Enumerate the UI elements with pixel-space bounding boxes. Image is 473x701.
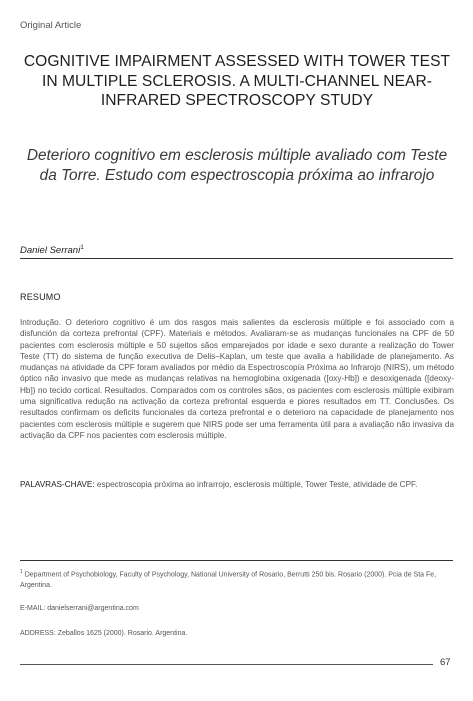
abstract-heading: RESUMO	[20, 292, 61, 302]
author-name: Daniel Serrani	[20, 245, 81, 257]
footnote-text: Department of Psychobiology, Faculty of Psychology, National University of Rosario, Berrutti 250 bis. Rosario (2000). Pcia de Sta Fe, Argentina.	[20, 571, 437, 590]
page-number: 67	[440, 657, 451, 668]
article-title-portuguese: Deterioro cognitivo em esclerosis múltiple avaliado com Teste da Torre. Estudo com espectroscopia próxima ao infrarojo	[26, 147, 448, 184]
affiliation-footnote	[20, 567, 454, 591]
footnote-divider	[20, 560, 453, 561]
contact-email: E-MAIL: danielserrani@argentina.com	[20, 605, 139, 612]
article-title-english: COGNITIVE IMPAIRMENT ASSESSED WITH TOWER TEST IN MULTIPLE SCLEROSIS. A MULTI-CHANNEL NEAR-INFRARED SPECTROSCOPY STUDY	[23, 53, 451, 109]
author-line	[20, 244, 453, 259]
page-bottom-divider	[20, 664, 433, 665]
author-affiliation-mark: 1	[80, 244, 84, 251]
author-block	[20, 244, 84, 256]
footnote-mark: 1	[20, 569, 23, 575]
contact-address: ADDRESS: Zeballos 1625 (2000). Rosario. Argentina.	[20, 630, 188, 637]
keywords-block	[20, 479, 454, 490]
keywords-label: PALAVRAS-CHAVE:	[20, 480, 95, 489]
article-type-label: Original Article	[20, 20, 82, 31]
abstract-text: Introdução. O deterioro cognitivo é um dos rasgos mais salientes da esclerosis múltiple e foi associado com a disfunción da corteza prefrontal (CPF). Materiais e métodos. Avaliaram-se as mudanças funcionales na CPF de 50 pacientes com esclerosis múltiple e 50 sujeitos sãos emparejados por idade e sexo durante a realização do Tower Teste (TT) do sistema de função executiva de Delis–Kaplan, um teste que avalia a habilidade de planejamento. As mudanças na atividade da CPF foram avaliados por médio da Espectroscopía Próxima ao Infrarojo (NIRS), um método óptico não invasivo que mede as mudanças relativas na hemoglobina oxigenada ([oxy-Hb]) e desoxigenada ([deoxy-Hb]) no tecido cortical. Resultados. Comparados com os controles sãos, os pacientes com esclerosis múltiple exibiram uma significativa redução na activação da corteza prefrontal esquerda e piores resultados em TT. Conclusões. Os resultados confirmam os deficits funcionales da corteza prefrontal e o deterioro na capacidade de planejamento nos pacientes com esclerosis múltiple e sugerem que NIRS pode ser uma ferramenta útil para a avaliação não invasiva da activação da CPF nos pacientes com esclerosis múltiple.	[20, 318, 454, 440]
keywords-text: espectroscopia próxima ao infrarrojo, esclerosis múltiple, Tower Teste, atividade de CPF.	[94, 480, 418, 489]
